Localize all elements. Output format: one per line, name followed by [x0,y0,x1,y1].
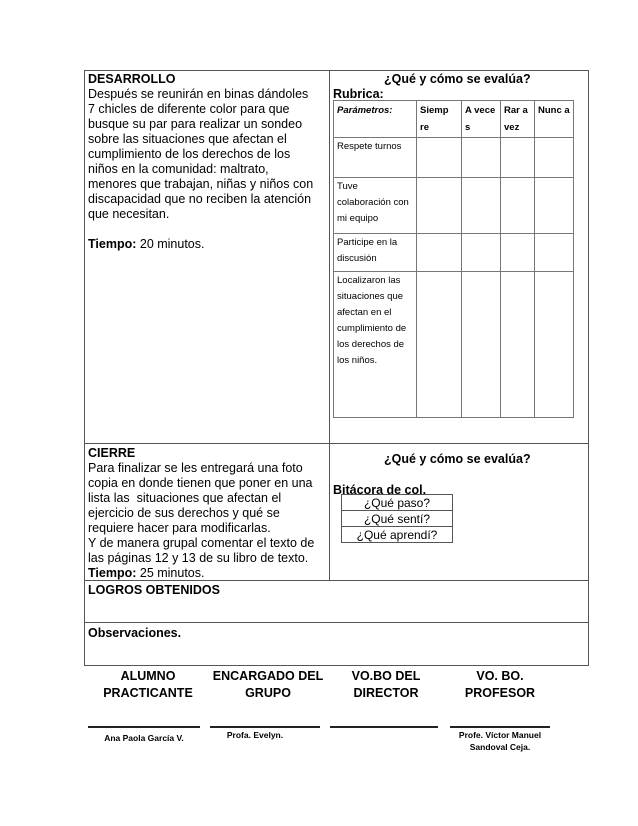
column-divider-cierre [329,443,330,580]
desarrollo-line: discapacidad que no reciben la atención [88,192,312,206]
rubric-criterion: Tuve colaboración con mi equipo [334,178,417,234]
observaciones-heading: Observaciones. [88,626,182,640]
signature-line-director [330,726,438,728]
bitacora-label: Bitácora de col. [333,483,427,497]
desarrollo-line: Después se reunirán en binas dándoles [88,87,309,101]
bitacora-table [341,494,453,543]
rubric-criterion: Respete turnos [334,138,417,178]
rubric-header-a-veces: A vece s [462,101,501,138]
desarrollo-line: menores que trabajan, niñas y niños con [88,177,314,191]
cierre-line: lista las situaciones que afectan el [88,491,282,505]
signature-title-profesor: VO. BO. PROFESOR [464,669,536,700]
table-row [342,527,453,543]
cierre-line: ejercicio de sus derechos y qué se [88,506,280,520]
table-row [334,234,574,272]
bitacora-item: ¿Qué aprendí? [342,527,453,543]
cierre-time: Tiempo: 25 minutos. [88,566,205,580]
rubric-criterion: Participe en la discusión [334,234,417,272]
table-row [342,495,453,511]
row-divider-observaciones [84,622,589,623]
table-row [334,272,574,418]
evaluacion-question-2: ¿Qué y cómo se evalúa? [384,452,531,466]
desarrollo-line: sobre las situaciones que afectan el [88,132,287,146]
signature-name-encargado: Profa. Evelyn. [226,730,284,740]
rubric-header-parametros: Parámetros: [334,101,417,138]
signature-title-director: VO.BO DEL DIRECTOR [351,669,421,700]
row-divider-cierre [84,443,589,444]
logros-heading: LOGROS OBTENIDOS [88,583,220,597]
rubric-criterion: Localizaron las situaciones que afectan en el cumplimiento de los derechos de los niños. [334,272,417,418]
bitacora-item: ¿Qué paso? [342,495,453,511]
desarrollo-time: Tiempo: 20 minutos. [88,237,205,251]
signature-line-profesor [450,726,550,728]
cierre-section [88,446,320,581]
cierre-line: Y de manera grupal comentar el texto de [88,536,315,550]
cierre-line: las páginas 12 y 13 de su libro de texto. [88,551,309,565]
table-row [334,178,574,234]
desarrollo-section [88,72,324,252]
cierre-heading: CIERRE [88,446,136,460]
desarrollo-line: cumplimiento de los derechos de los [88,147,291,161]
rubrica-label: Rubrica: [333,87,384,101]
rubric-header-row [334,101,574,138]
desarrollo-line: que necesitan. [88,207,170,221]
rubric-table [333,100,574,418]
desarrollo-line: 7 chicles de diferente color para que [88,102,290,116]
signature-title-encargado: ENCARGADO DEL GRUPO [212,669,324,700]
signature-name-profesor: Profe. Víctor Manuel Sandoval Ceja. [458,730,542,752]
table-row [342,511,453,527]
desarrollo-line: busque su par para realizar un sondeo [88,117,303,131]
bitacora-item: ¿Qué sentí? [342,511,453,527]
column-divider-top [329,70,330,443]
rubric-header-rara-vez: Rar a vez [501,101,535,138]
signature-title-alumno: ALUMNO PRACTICANTE [103,669,193,700]
signature-name-alumno: Ana Paola García V. [104,733,184,743]
cierre-line: requiere hacer para modificarlas. [88,521,271,535]
signature-line-encargado [210,726,320,728]
cierre-line: copia en donde tienen que poner en una [88,476,313,490]
desarrollo-line: niños en la comunidad: maltrato, [88,162,269,176]
cierre-line: Para finalizar se les entregará una foto [88,461,303,475]
evaluacion-question-1: ¿Qué y cómo se evalúa? [384,72,531,86]
signature-line-alumno [88,726,200,728]
table-row [334,138,574,178]
rubric-header-siempre: Siemp re [417,101,462,138]
desarrollo-heading: DESARROLLO [88,72,176,86]
rubric-header-nunca: Nunc a [535,101,574,138]
